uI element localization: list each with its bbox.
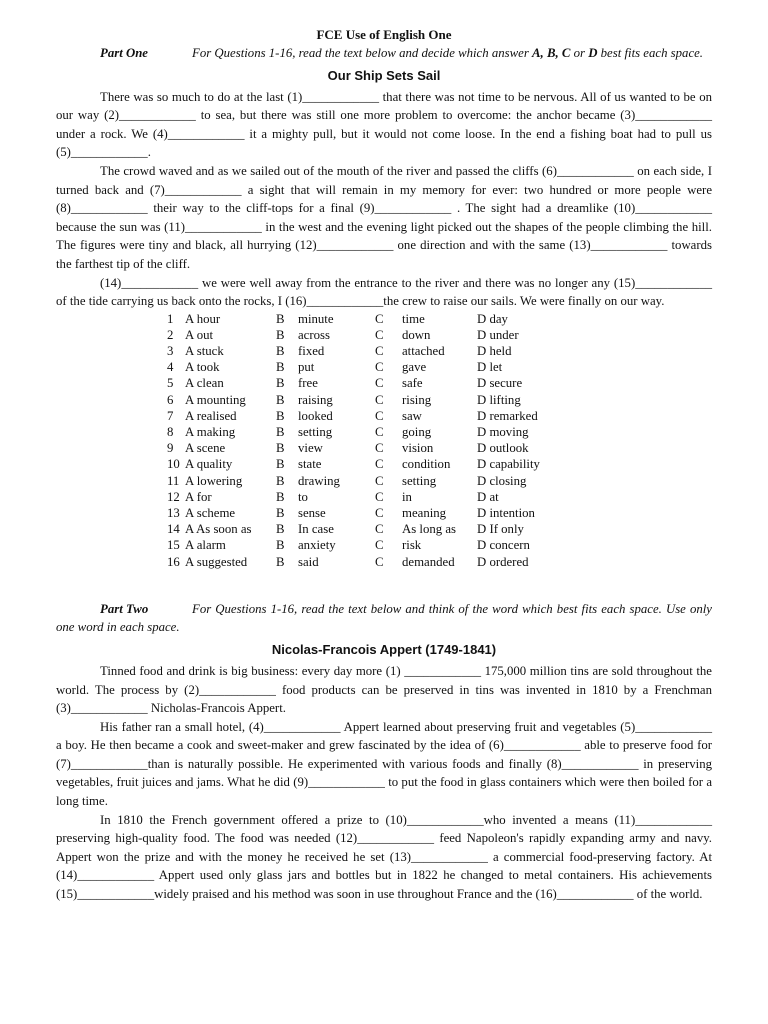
answer-option-a: A quality <box>185 457 233 472</box>
answer-row <box>167 456 712 472</box>
answer-option-b: to <box>298 489 308 504</box>
worksheet-page <box>56 26 712 904</box>
answer-option-c: setting <box>402 473 437 488</box>
answer-option-a: A scheme <box>185 505 236 520</box>
part-two-paragraph: His father ran a small hotel, (4)____________ Appert learned about preserving fruit and vegetables (5)____________ a boy. He then became a cook and sweet-maker and grew fascinated by the idea of (6)____________ able to preserve food for (7)____________than is naturally possible. He experimented with various foods and finally (8)____________ in preserving vegetables, fruit juices and jams. What he did (9)____________ to put the food in glass containers which were then boiled for a long time. <box>56 719 712 809</box>
answer-number: 10 <box>167 457 180 472</box>
part-one-paragraph: There was so much to do at the last (1)____________ that there was not time to be nervous. All of us wanted to be on our way (2)____________ to sea, but there was still one more problem to overcome: the anchor became (3)____________ under a rock. We (4)____________ it a mighty pull, but it would not come loose. In the end a fishing boat had to pull us (5)____________. <box>56 89 712 160</box>
answer-letter-c: C <box>375 327 384 342</box>
answer-letter-b: B <box>276 360 285 375</box>
answer-number: 4 <box>167 360 174 375</box>
answer-letter-b: B <box>276 457 285 472</box>
answer-letter-b: B <box>276 311 285 326</box>
answer-number: 2 <box>167 327 174 342</box>
answer-option-c: saw <box>402 408 422 423</box>
answer-row <box>167 489 712 505</box>
answer-letter-b: B <box>276 392 285 407</box>
document-title: FCE Use of English One <box>316 27 452 42</box>
answer-option-c: risk <box>402 538 422 553</box>
answer-option-a: A hour <box>185 311 221 326</box>
part-one-heading: Our Ship Sets Sail <box>327 67 441 83</box>
answer-option-c: As long as <box>402 522 457 537</box>
answer-letter-c: C <box>375 489 384 504</box>
answer-letter-c: C <box>375 538 384 553</box>
answer-option-d: D held <box>477 344 512 359</box>
answer-row <box>167 505 712 521</box>
answer-option-c: meaning <box>402 505 447 520</box>
answer-row <box>167 424 712 440</box>
answer-option-c: condition <box>402 457 451 472</box>
answer-letter-b: B <box>276 327 285 342</box>
answer-option-b: view <box>298 441 323 456</box>
answer-number: 8 <box>167 425 174 440</box>
answer-option-d: D capability <box>477 457 540 472</box>
answer-option-c: attached <box>402 344 445 359</box>
answer-letter-c: C <box>375 554 384 569</box>
part-one-instruction-text: For Questions 1-16, read the text below and decide which answer A, B, C or D best fits each space. <box>192 46 704 60</box>
answer-option-a: A making <box>185 425 236 440</box>
answer-number: 1 <box>167 311 174 326</box>
answer-letter-b: B <box>276 441 285 456</box>
answer-option-c: safe <box>402 376 423 391</box>
answer-option-a: A suggested <box>185 554 248 569</box>
answer-letter-b: B <box>276 376 285 391</box>
answer-option-d: D day <box>477 311 508 326</box>
answer-letter-b: B <box>276 473 285 488</box>
answer-letter-b: B <box>276 408 285 423</box>
answer-letter-c: C <box>375 376 384 391</box>
answer-option-a: A stuck <box>185 344 224 359</box>
answer-row <box>167 440 712 456</box>
answer-row <box>167 473 712 489</box>
part-two-paragraph: Tinned food and drink is big business: every day more (1) ____________ 175,000 million tins are sold throughout the world. The process by (2)____________ food products can be preserved in tins was invented in 1810 by a Frenchman (3)____________ Nicholas-Francois Appert. <box>56 663 712 716</box>
answer-letter-b: B <box>276 538 285 553</box>
answer-letter-b: B <box>276 344 285 359</box>
answer-option-a: A As soon as <box>185 522 252 537</box>
answer-option-a: A alarm <box>185 538 226 553</box>
answer-letter-c: C <box>375 360 384 375</box>
answer-number: 15 <box>167 538 180 553</box>
answer-letter-c: C <box>375 344 384 359</box>
answer-number: 12 <box>167 489 180 504</box>
answer-option-c: in <box>402 489 412 504</box>
answer-option-b: put <box>298 360 315 375</box>
answer-row <box>167 343 712 359</box>
answer-option-d: D intention <box>477 505 535 520</box>
answer-option-b: free <box>298 376 318 391</box>
answer-option-b: drawing <box>298 473 340 488</box>
answer-row <box>167 359 712 375</box>
answer-letter-c: C <box>375 425 384 440</box>
answer-option-d: D at <box>477 489 499 504</box>
answer-option-a: A lowering <box>185 473 243 488</box>
answer-option-d: D outlook <box>477 441 529 456</box>
answer-option-d: D concern <box>477 538 530 553</box>
answer-row <box>167 521 712 537</box>
answer-option-a: A scene <box>185 441 226 456</box>
answer-option-b: across <box>298 327 330 342</box>
answer-option-c: time <box>402 311 425 326</box>
answer-number: 7 <box>167 408 174 423</box>
answer-option-c: demanded <box>402 554 455 569</box>
answer-option-d: D closing <box>477 473 527 488</box>
answer-letter-c: C <box>375 522 384 537</box>
part-two-paragraph: In 1810 the French government offered a prize to (10)____________who invented a means (11)____________ preserving high-quality food. The food was needed (12)____________ feed Napoleon's rapidly expanding army and navy. Appert won the prize and with the money he received he set (13)____________ a commercial food-preserving factory. At (14)____________ Appert used only glass jars and bottles but in 1822 he changed to metal containers. His achievements (15)____________widely praised and his method was soon in use throughout France and the (16)____________ of the world. <box>56 812 712 902</box>
part-two-instructions <box>56 600 712 637</box>
answer-option-b: minute <box>298 311 334 326</box>
answer-option-a: A mounting <box>185 392 246 407</box>
answer-option-a: A realised <box>185 408 237 423</box>
answer-letter-b: B <box>276 489 285 504</box>
answer-letter-c: C <box>375 441 384 456</box>
answer-option-b: state <box>298 457 322 472</box>
answer-row <box>167 392 712 408</box>
answer-option-c: going <box>402 425 432 440</box>
answer-options-table <box>167 311 712 570</box>
answer-option-b: fixed <box>298 344 325 359</box>
answer-row <box>167 554 712 570</box>
answer-option-b: sense <box>298 505 326 520</box>
answer-option-d: D ordered <box>477 554 529 569</box>
answer-option-a: A out <box>185 327 214 342</box>
answer-option-d: D let <box>477 360 503 375</box>
answer-option-b: In case <box>298 522 334 537</box>
answer-letter-b: B <box>276 554 285 569</box>
answer-number: 14 <box>167 522 180 537</box>
answer-letter-c: C <box>375 505 384 520</box>
answer-option-d: D moving <box>477 425 529 440</box>
answer-option-d: D remarked <box>477 408 538 423</box>
answer-option-b: said <box>298 554 319 569</box>
answer-option-c: down <box>402 327 431 342</box>
answer-number: 16 <box>167 554 180 569</box>
answer-option-d: D If only <box>477 522 524 537</box>
part-one-instructions <box>56 44 712 63</box>
answer-row <box>167 327 712 343</box>
answer-option-a: A clean <box>185 376 224 391</box>
answer-letter-b: B <box>276 425 285 440</box>
answer-option-d: D secure <box>477 376 523 391</box>
answer-number: 5 <box>167 376 174 391</box>
answer-row <box>167 408 712 424</box>
answer-number: 13 <box>167 505 180 520</box>
answer-letter-c: C <box>375 392 384 407</box>
answer-option-c: gave <box>402 360 427 375</box>
answer-option-b: looked <box>298 408 333 423</box>
answer-option-b: raising <box>298 392 333 407</box>
part-two-instruction-text: For Questions 1-16, read the text below and think of the word which best fits each space. Use only one word in each space. <box>56 601 712 635</box>
part-one-paragraph: (14)____________ we were well away from the entrance to the river and there was no longer any (15)____________ of the tide carrying us back onto the rocks, I (16)____________the crew to raise our sails. We were finally on our way. <box>56 275 712 309</box>
answer-letter-b: B <box>276 522 285 537</box>
part-one-paragraph: The crowd waved and as we sailed out of the mouth of the river and passed the cliffs (6)____________ on each side, I turned back and (7)____________ a sight that will remain in my memory for ever: two hundred or more people were (8)____________ their way to the cliff-tops for a final (9)____________ . The sight had a dreamlike (10)____________ because the sun was (11)____________ in the west and the evening light picked out the shapes of the people climbing the hill. The figures were tiny and black, all hurrying (12)____________ one direction and with the same (13)____________ towards the farthest tip of the cliff. <box>56 163 712 271</box>
answer-letter-c: C <box>375 311 384 326</box>
answer-letter-c: C <box>375 457 384 472</box>
answer-option-c: vision <box>402 441 434 456</box>
part-two-label: Part Two <box>100 601 149 616</box>
part-two-heading: Nicolas-Francois Appert (1749-1841) <box>271 641 497 657</box>
answer-number: 9 <box>167 441 174 456</box>
answer-letter-c: C <box>375 408 384 423</box>
answer-letter-c: C <box>375 473 384 488</box>
answer-option-d: D lifting <box>477 392 521 407</box>
answer-option-b: setting <box>298 425 333 440</box>
answer-number: 6 <box>167 392 174 407</box>
answer-row <box>167 375 712 391</box>
answer-row <box>167 537 712 553</box>
answer-row <box>167 311 712 327</box>
answer-number: 3 <box>167 344 174 359</box>
answer-option-a: A for <box>185 489 212 504</box>
answer-letter-b: B <box>276 505 285 520</box>
answer-option-b: anxiety <box>298 538 336 553</box>
answer-option-d: D under <box>477 327 519 342</box>
answer-option-a: A took <box>185 360 220 375</box>
answer-number: 11 <box>167 473 180 488</box>
part-one-label: Part One <box>100 46 148 60</box>
answer-option-c: rising <box>402 392 432 407</box>
